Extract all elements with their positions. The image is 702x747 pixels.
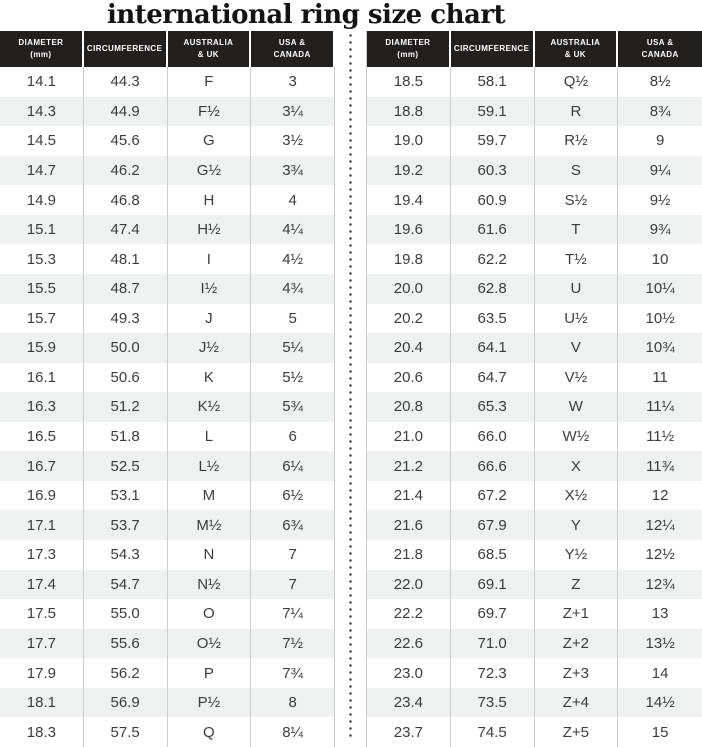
table-row — [367, 599, 702, 629]
table-cell: Q — [168, 717, 252, 747]
table-cell: 15.9 — [0, 333, 84, 363]
table-cell: 11¾ — [646, 457, 675, 475]
table-cell: L — [168, 422, 252, 452]
table-cell: U — [535, 274, 619, 304]
column-header-line: (mm) — [30, 50, 52, 59]
column-header-line: CANADA — [273, 50, 311, 59]
table-cell: 22.2 — [367, 599, 451, 629]
table-row — [367, 570, 702, 600]
table-cell: 19.2 — [367, 156, 451, 186]
table-row — [0, 451, 335, 481]
table-cell: 46.2 — [84, 156, 168, 186]
column-header-diameter — [367, 31, 451, 67]
table-cell: T — [535, 215, 619, 245]
table-cell: 17.7 — [0, 629, 84, 659]
table-cell: 58.1 — [451, 67, 535, 97]
table-cell: 5¼ — [251, 333, 335, 363]
table-cell: 3¼ — [251, 97, 335, 127]
table-cell: 16.5 — [0, 422, 84, 452]
table-cell: 74.5 — [451, 717, 535, 747]
table-cell: Q½ — [535, 67, 619, 97]
table-cell: F½ — [168, 97, 252, 127]
table-row — [0, 67, 335, 97]
table-row — [0, 481, 335, 511]
table-cell: 15.3 — [0, 244, 84, 274]
table-cell: S½ — [535, 185, 619, 215]
table-cell: K — [168, 363, 252, 393]
table-cell: 9¼ — [649, 161, 671, 179]
table-cell: 20.2 — [367, 304, 451, 334]
table-cell: 65.3 — [451, 392, 535, 422]
table-cell: H½ — [168, 215, 252, 245]
table-cell: 7¼ — [251, 599, 335, 629]
table-row — [0, 185, 335, 215]
table-cell: 16.1 — [0, 363, 84, 393]
table-row — [0, 717, 335, 747]
table-cell: 13 — [651, 605, 669, 623]
table-cell: M½ — [168, 510, 252, 540]
table-cell: 10¼ — [645, 280, 675, 298]
table-row — [0, 510, 335, 540]
table-cell: 15.7 — [0, 304, 84, 334]
table-cell: 16.7 — [0, 451, 84, 481]
table-row — [0, 333, 335, 363]
table-cell: 49.3 — [84, 304, 168, 334]
table-cell: 23.4 — [367, 688, 451, 718]
table-cell: Z+5 — [535, 717, 619, 747]
table-cell: 12½ — [645, 546, 675, 564]
table-cell: X — [535, 451, 619, 481]
table-cell: 18.5 — [367, 67, 451, 97]
column-header-line: (mm) — [397, 50, 419, 59]
table-cell: 51.8 — [84, 422, 168, 452]
table-cell: 67.2 — [451, 481, 535, 511]
table-cell: 21.6 — [367, 510, 451, 540]
table-cell: 73.5 — [451, 688, 535, 718]
table-cell: 8¾ — [649, 102, 671, 120]
table-cell: 53.7 — [84, 510, 168, 540]
table-cell: P½ — [168, 688, 252, 718]
table-cell: G — [168, 126, 252, 156]
table-row — [0, 392, 335, 422]
table-cell: 17.5 — [0, 599, 84, 629]
column-header-line: CANADA — [641, 50, 679, 59]
table-row — [0, 363, 335, 393]
table-cell: 19.6 — [367, 215, 451, 245]
table-cell: O½ — [168, 629, 252, 659]
table-cell: 55.6 — [84, 629, 168, 659]
table-cell: U½ — [535, 304, 619, 334]
table-cell: 4¼ — [251, 215, 335, 245]
table-cell: 72.3 — [451, 658, 535, 688]
table-cell: 14 — [651, 664, 669, 682]
table-cell: 10 — [651, 250, 669, 268]
column-header-line: & UK — [564, 50, 586, 59]
table-cell: 10½ — [645, 309, 675, 327]
table-cell: N — [168, 540, 252, 570]
table-cell: 22.6 — [367, 629, 451, 659]
table-cell: 50.0 — [84, 333, 168, 363]
table-cell: 45.6 — [84, 126, 168, 156]
table-row — [367, 244, 702, 274]
table-row — [367, 540, 702, 570]
table-cell: L½ — [168, 451, 252, 481]
column-header-usa-canada — [618, 31, 702, 67]
table-row — [0, 97, 335, 127]
column-header-circumference — [84, 31, 168, 67]
table-cell: N½ — [168, 570, 252, 600]
table-cell: 12¼ — [645, 516, 675, 534]
table-row — [367, 510, 702, 540]
table-cell: 17.9 — [0, 658, 84, 688]
table-divider — [335, 31, 366, 747]
table-cell: G½ — [168, 156, 252, 186]
table-row — [367, 126, 702, 156]
table-cell: Y — [535, 510, 619, 540]
table-cell: 11½ — [646, 428, 675, 446]
table-cell: R½ — [535, 126, 619, 156]
table-row — [367, 304, 702, 334]
table-cell: 56.2 — [84, 658, 168, 688]
table-row — [367, 156, 702, 186]
table-cell: 47.4 — [84, 215, 168, 245]
table-row — [0, 274, 335, 304]
page-title: international ring size chart — [106, 0, 506, 30]
table-cell: 23.7 — [367, 717, 451, 747]
table-cell: 71.0 — [451, 629, 535, 659]
column-header-line: DIAMETER — [385, 38, 431, 48]
table-cell: 54.3 — [84, 540, 168, 570]
column-header-line: USA & — [278, 38, 306, 48]
table-cell: 16.3 — [0, 392, 84, 422]
table-cell: 4 — [251, 185, 335, 215]
table-row — [0, 688, 335, 718]
table-cell: 3 — [251, 67, 335, 97]
table-cell: 60.9 — [451, 185, 535, 215]
table-cell: Z+3 — [535, 658, 619, 688]
table-row — [0, 570, 335, 600]
table-row — [367, 67, 702, 97]
column-header-line: & UK — [197, 50, 219, 59]
column-header-australia-uk — [168, 31, 252, 67]
table-cell: 6¼ — [251, 451, 335, 481]
table-header-row — [367, 31, 702, 67]
table-cell: T½ — [535, 244, 619, 274]
table-cell: 14.1 — [0, 67, 84, 97]
table-cell: 17.3 — [0, 540, 84, 570]
table-row — [0, 629, 335, 659]
table-cell: 20.6 — [367, 363, 451, 393]
table-cell: 51.2 — [84, 392, 168, 422]
table-cell: 53.1 — [84, 481, 168, 511]
table-row — [367, 658, 702, 688]
table-cell: 23.0 — [367, 658, 451, 688]
table-cell: I — [168, 244, 252, 274]
column-header-circumference — [451, 31, 535, 67]
table-cell: Z+1 — [535, 599, 619, 629]
table-cell: 5½ — [251, 363, 335, 393]
table-cell: 11 — [652, 368, 668, 386]
table-cell: 14.9 — [0, 185, 84, 215]
dotted-divider-line — [349, 32, 352, 741]
table-row — [367, 185, 702, 215]
table-cell: 59.1 — [451, 97, 535, 127]
table-cell: 22.0 — [367, 570, 451, 600]
table-cell: 52.5 — [84, 451, 168, 481]
table-cell: 56.9 — [84, 688, 168, 718]
table-cell: 14.3 — [0, 97, 84, 127]
table-row — [367, 688, 702, 718]
table-cell: 17.4 — [0, 570, 84, 600]
column-header-diameter — [0, 31, 84, 67]
table-cell: R — [535, 97, 619, 127]
table-cell: 7¾ — [251, 658, 335, 688]
table-cell: 46.8 — [84, 185, 168, 215]
column-header-usa-canada — [251, 31, 335, 67]
table-cell: 5 — [251, 304, 335, 334]
table-row — [0, 599, 335, 629]
table-row — [0, 126, 335, 156]
table-cell: H — [168, 185, 252, 215]
table-cell: 16.9 — [0, 481, 84, 511]
table-cell: 21.8 — [367, 540, 451, 570]
table-cell: 3½ — [251, 126, 335, 156]
table-cell: 14½ — [645, 694, 675, 712]
table-cell: 64.7 — [451, 363, 535, 393]
table-cell: 69.1 — [451, 570, 535, 600]
table-cell: 17.1 — [0, 510, 84, 540]
table-cell: 20.8 — [367, 392, 451, 422]
table-cell: 7 — [251, 570, 335, 600]
table-cell: 19.4 — [367, 185, 451, 215]
table-cell: 19.8 — [367, 244, 451, 274]
table-cell: I½ — [168, 274, 252, 304]
table-cell: J½ — [168, 333, 252, 363]
table-row — [0, 658, 335, 688]
table-cell: W — [535, 392, 619, 422]
table-cell: 12 — [651, 487, 669, 505]
table-cell: 55.0 — [84, 599, 168, 629]
table-header-row — [0, 31, 335, 67]
table-row — [367, 422, 702, 452]
table-cell: S — [535, 156, 619, 186]
table-row — [367, 97, 702, 127]
table-cell: 9½ — [649, 191, 671, 209]
table-row — [367, 481, 702, 511]
table-cell: 18.1 — [0, 688, 84, 718]
table-cell: 12¾ — [645, 575, 675, 593]
table-cell: 10¾ — [645, 339, 675, 357]
table-cell: 62.2 — [451, 244, 535, 274]
table-row — [0, 244, 335, 274]
table-cell: 69.7 — [451, 599, 535, 629]
table-cell: K½ — [168, 392, 252, 422]
table-body — [0, 67, 335, 747]
table-row — [367, 392, 702, 422]
table-row — [367, 629, 702, 659]
column-header-line: CIRCUMFERENCE — [86, 44, 163, 54]
table-cell: 62.8 — [451, 274, 535, 304]
table-cell: 20.0 — [367, 274, 451, 304]
table-cell: 21.0 — [367, 422, 451, 452]
table-cell: 66.0 — [451, 422, 535, 452]
table-cell: 8 — [251, 688, 335, 718]
table-cell: 7 — [251, 540, 335, 570]
table-cell: 8½ — [649, 73, 671, 91]
table-cell: 14.5 — [0, 126, 84, 156]
table-cell: 3¾ — [251, 156, 335, 186]
table-cell: V½ — [535, 363, 619, 393]
table-cell: 6 — [251, 422, 335, 452]
table-cell: 13½ — [645, 635, 675, 653]
table-cell: 6¾ — [251, 510, 335, 540]
table-cell: 15.5 — [0, 274, 84, 304]
column-header-australia-uk — [535, 31, 619, 67]
table-cell: 68.5 — [451, 540, 535, 570]
column-header-line: AUSTRALIA — [183, 38, 234, 48]
table-cell: 5¾ — [251, 392, 335, 422]
table-row — [367, 717, 702, 747]
table-row — [367, 274, 702, 304]
table-cell: 59.7 — [451, 126, 535, 156]
column-header-line: AUSTRALIA — [550, 38, 601, 48]
table-cell: 4½ — [251, 244, 335, 274]
table-cell: 4¾ — [251, 274, 335, 304]
table-cell: J — [168, 304, 252, 334]
table-cell: 57.5 — [84, 717, 168, 747]
table-cell: 48.7 — [84, 274, 168, 304]
table-cell: 44.3 — [84, 67, 168, 97]
table-row — [0, 422, 335, 452]
table-cell: 9¾ — [649, 221, 671, 239]
table-cell: M — [168, 481, 252, 511]
table-row — [0, 304, 335, 334]
table-cell: 44.9 — [84, 97, 168, 127]
table-cell: 67.9 — [451, 510, 535, 540]
table-cell: 14.7 — [0, 156, 84, 186]
table-cell: 9 — [655, 132, 665, 150]
table-cell: 63.5 — [451, 304, 535, 334]
table-row — [367, 363, 702, 393]
table-cell: Y½ — [535, 540, 619, 570]
table-cell: P — [168, 658, 252, 688]
table-cell: O — [168, 599, 252, 629]
table-cell: 61.6 — [451, 215, 535, 245]
table-cell: 19.0 — [367, 126, 451, 156]
column-header-line: USA & — [646, 38, 674, 48]
table-cell: 15.1 — [0, 215, 84, 245]
table-cell: 64.1 — [451, 333, 535, 363]
table-cell: 6½ — [251, 481, 335, 511]
table-cell: 18.3 — [0, 717, 84, 747]
table-cell: Z+4 — [535, 688, 619, 718]
chart-area — [0, 31, 702, 747]
table-cell: 7½ — [251, 629, 335, 659]
table-cell: 54.7 — [84, 570, 168, 600]
table-cell: 48.1 — [84, 244, 168, 274]
table-row — [0, 156, 335, 186]
table-cell: 15 — [651, 723, 669, 741]
table-cell: 21.2 — [367, 451, 451, 481]
table-cell: 60.3 — [451, 156, 535, 186]
column-header-line: DIAMETER — [18, 38, 64, 48]
table-cell: F — [168, 67, 252, 97]
table-cell: 50.6 — [84, 363, 168, 393]
table-cell: 11¼ — [646, 398, 675, 416]
table-row — [0, 540, 335, 570]
table-cell: W½ — [535, 422, 619, 452]
table-cell: 66.6 — [451, 451, 535, 481]
table-row — [367, 333, 702, 363]
column-header-line: CIRCUMFERENCE — [453, 44, 530, 54]
table-cell: 20.4 — [367, 333, 451, 363]
table-cell: 18.8 — [367, 97, 451, 127]
table-row — [0, 215, 335, 245]
ring-size-table-left — [0, 31, 335, 747]
table-row — [367, 451, 702, 481]
ring-size-table-right — [366, 31, 702, 747]
table-cell: X½ — [535, 481, 619, 511]
table-cell: 8¼ — [251, 717, 335, 747]
table-cell: Z — [535, 570, 619, 600]
table-cell: V — [535, 333, 619, 363]
table-body — [367, 67, 702, 747]
table-cell: Z+2 — [535, 629, 619, 659]
table-cell: 21.4 — [367, 481, 451, 511]
table-row — [367, 215, 702, 245]
